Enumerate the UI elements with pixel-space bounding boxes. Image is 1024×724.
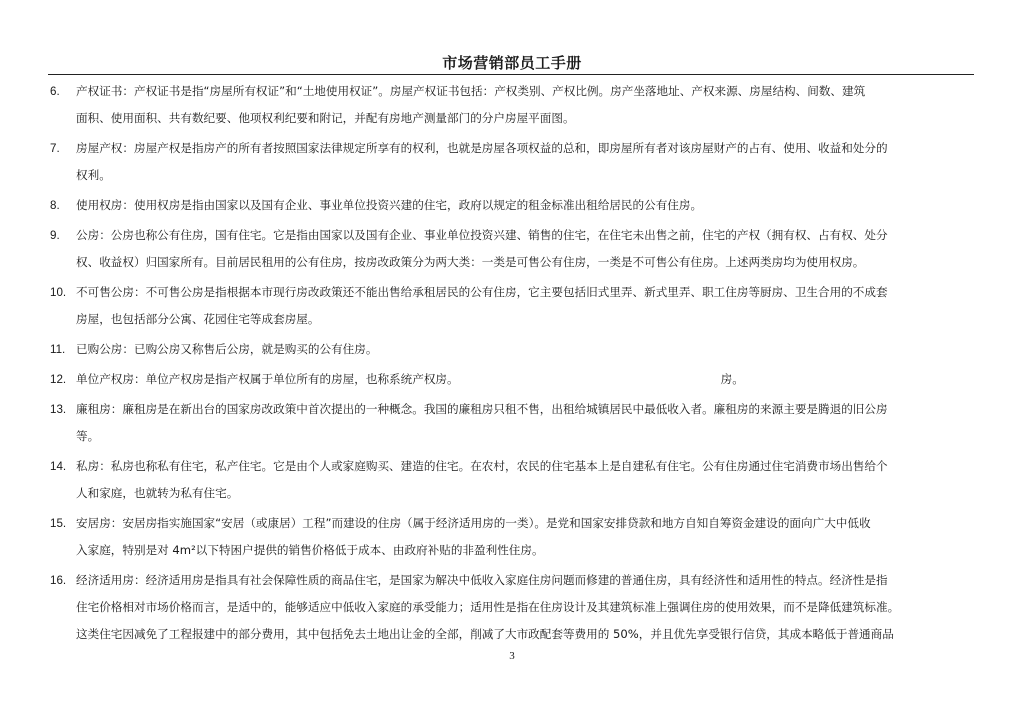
item-number: 15. — [50, 517, 67, 530]
item-number: 13. — [50, 403, 67, 416]
item-text-line — [76, 423, 974, 450]
list-item — [50, 78, 974, 132]
item-text-segment: 产权证书：产权证书是指“房屋所有权证”和“土地使用权证”。房屋产权证书包括：产权类别、产权比例。房产坐落地址、产权来源、房屋结构、间数、建筑 — [76, 84, 866, 98]
item-number: 16. — [50, 574, 67, 587]
item-text — [76, 222, 974, 276]
item-text — [76, 336, 974, 363]
list-item — [50, 279, 974, 333]
item-text-line — [76, 396, 974, 423]
item-text-line — [76, 594, 974, 621]
item-text-line — [76, 162, 974, 189]
item-number: 12. — [50, 373, 67, 386]
item-text-line — [76, 510, 974, 537]
item-text — [76, 366, 974, 393]
list-item — [50, 336, 974, 363]
item-text-line — [76, 621, 974, 648]
item-number: 8. — [50, 199, 60, 212]
item-text-line — [76, 537, 974, 564]
item-text-line — [76, 135, 974, 162]
item-text-segment: 人和家庭，也就转为私有住宅。 — [76, 486, 239, 500]
item-text-segment: 住宅价格相对市场价格而言，是适中的，能够适应中低收入家庭的承受能力；适用性是指在住房设计及其建筑标准上强调住房的使用效果，而不是降低建筑标准。 — [76, 600, 900, 614]
item-text — [76, 78, 974, 132]
list-item — [50, 366, 974, 393]
item-text-line — [76, 453, 974, 480]
item-text-line — [76, 78, 974, 105]
list-item — [50, 567, 974, 648]
item-text-segment: 面积、使用面积、共有数纪要、他项权利纪要和附记，并配有房地产测量部门的分户房屋平面图。 — [76, 111, 575, 125]
item-text-segment: 经济适用房：经济适用房是指具有社会保障性质的商品住宅，是国家为解决中低收入家庭住房问题而修建的普通住房，具有经济性和适用性的特点。经济性是指 — [76, 573, 888, 587]
item-text-segment: 不可售公房：不可售公房是指根据本市现行房改政策还不能出售给承租居民的公有住房，它主要包括旧式里弄、新式里弄、职工住房等厨房、卫生合用的不成套 — [76, 285, 888, 299]
item-number: 11. — [50, 343, 66, 356]
item-number: 6. — [50, 85, 60, 98]
item-text-segment: 已购公房：已购公房又称售后公房，就是购买的公有住房。 — [76, 342, 378, 356]
item-text-line — [76, 567, 974, 594]
item-text-segment: 私房：私房也称私有住宅，私产住宅。它是由个人或家庭购买、建造的住宅。在农村，农民的住宅基本上是自建私有住宅。公有住房通过住宅消费市场出售给个 — [76, 459, 888, 473]
definition-list — [50, 78, 974, 651]
item-text — [76, 192, 974, 219]
item-text-line — [76, 105, 974, 132]
item-text-segment: 使用权房：使用权房是指由国家以及国有企业、事业单位投资兴建的住宅，政府以规定的租金标准出租给居民的公有住房。 — [76, 198, 703, 212]
item-text-line — [76, 249, 974, 276]
item-number: 10. — [50, 286, 67, 299]
item-text-line — [76, 336, 974, 363]
item-text-tail: 房。 — [720, 372, 744, 386]
item-text-segment: 权、收益权）归国家所有。目前居民租用的公有住房，按房改政策分为两大类：一类是可售公有住房，一类是不可售公有住房。上述两类房均为使用权房。 — [76, 255, 865, 269]
item-text — [76, 396, 974, 450]
item-text-line — [76, 192, 974, 219]
item-text — [76, 510, 974, 564]
item-text-segment: 廉租房：廉租房是在新出台的国家房改政策中首次提出的一种概念。我国的廉租房只租不售，出租给城镇居民中最低收入者。廉租房的来源主要是腾退的旧公房 — [76, 402, 888, 416]
page-number: 3 — [509, 650, 515, 662]
item-number: 7. — [50, 142, 60, 155]
item-text-segment: 公房：公房也称公有住房，国有住宅。它是指由国家以及国有企业、事业单位投资兴建、销售的住宅，在住宅未出售之前，住宅的产权（拥有权、占有权、处分 — [76, 228, 888, 242]
list-item — [50, 453, 974, 507]
list-item — [50, 192, 974, 219]
item-text-line — [76, 222, 974, 249]
item-text-line — [76, 279, 974, 306]
item-text — [76, 135, 974, 189]
item-text-segment: 等。 — [76, 429, 100, 443]
item-text — [76, 453, 974, 507]
item-text — [76, 567, 974, 648]
item-text-segment: 安居房：安居房指实施国家“安居（或康居）工程”而建设的住房（属于经济适用房的一类）。是党和国家安排贷款和地方自知自筹资金建设的面向广大中低收 — [76, 516, 871, 530]
item-text-segment: 单位产权房：单位产权房是指产权属于单位所有的房屋，也称系统产权房。 — [76, 372, 459, 386]
item-number: 9. — [50, 229, 60, 242]
list-item — [50, 396, 974, 450]
item-text-segment: 权利。 — [76, 168, 111, 182]
item-text-segment: 房屋产权：房屋产权是指房产的所有者按照国家法律规定所享有的权利，也就是房屋各项权益的总和，即房屋所有者对该房屋财产的占有、使用、收益和处分的 — [76, 141, 888, 155]
item-text-segment: 入家庭，特别是对 4m²以下特困户提供的销售价格低于成本、由政府补贴的非盈利性住房。 — [76, 543, 544, 557]
item-text — [76, 279, 974, 333]
item-text-segment: 房屋，也包括部分公寓、花园住宅等成套房屋。 — [76, 312, 320, 326]
item-number: 14. — [50, 460, 67, 473]
item-text-line — [76, 480, 974, 507]
list-item — [50, 135, 974, 189]
item-text-segment: 这类住宅因减免了工程报建中的部分费用，其中包括免去土地出让金的全部，削减了大市政配套等费用的 50%，并且优先享受银行信贷，其成本略低于普通商品 — [76, 627, 894, 641]
item-text-line — [76, 306, 974, 333]
header-divider — [48, 74, 974, 75]
list-item — [50, 510, 974, 564]
page-header-title: 市场营销部员工手册 — [442, 54, 582, 72]
item-text-line — [76, 366, 974, 393]
list-item — [50, 222, 974, 276]
